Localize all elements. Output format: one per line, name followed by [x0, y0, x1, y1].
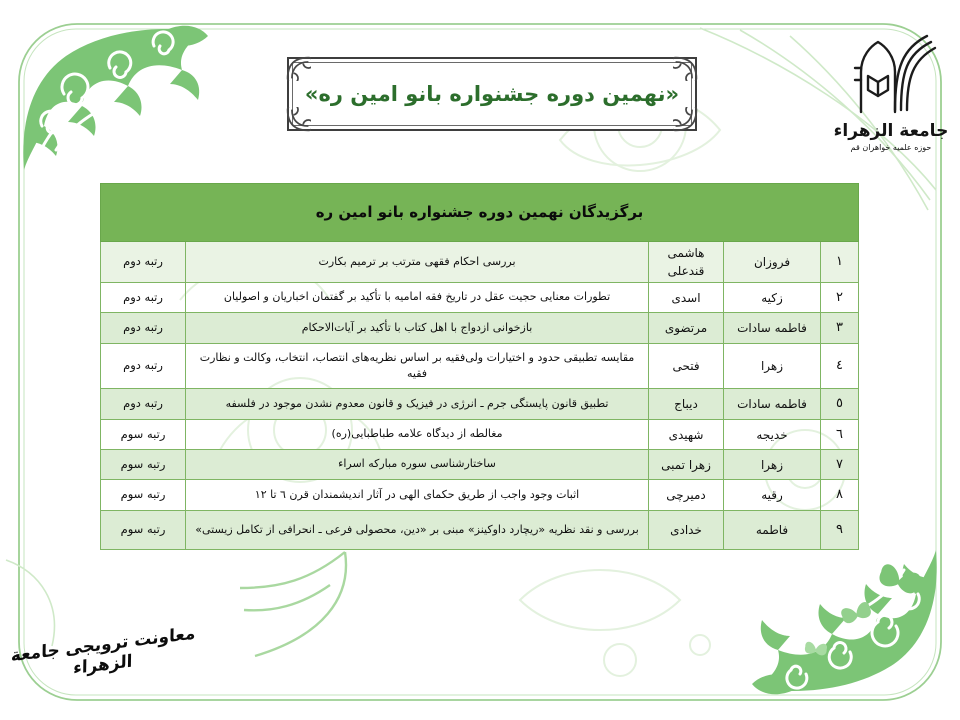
- row-number: ٨: [821, 480, 859, 511]
- topic-cell: اثبات وجود واجب از طریق حکمای الهی در آثار اندیشمندان قرن ٦ تا ١٢: [186, 480, 649, 511]
- topic-cell: تطورات معنایی حجیت عقل در تاریخ فقه امامیه با تأکید بر گفتمان اخباریان و اصولیان: [186, 283, 649, 313]
- plaque-corner-ornament-icon: [285, 55, 311, 81]
- table-row: [101, 480, 859, 511]
- last-name-cell: دیباج: [649, 389, 724, 420]
- table-row: [101, 283, 859, 313]
- last-name-cell: شهیدی: [649, 420, 724, 450]
- table-title: برگزیدگان نهمین دوره جشنواره بانو امین ره: [101, 184, 859, 242]
- title-plaque-inner: [292, 62, 692, 126]
- last-name-cell: دمیرچی: [649, 480, 724, 511]
- first-name-cell: رقیه: [724, 480, 821, 511]
- topic-cell: بررسی احکام فقهی مترتب بر ترمیم بکارت: [186, 242, 649, 283]
- rank-cell: رتبه سوم: [101, 511, 186, 550]
- last-name-cell: فتحی: [649, 344, 724, 389]
- last-name-cell: خدادی: [649, 511, 724, 550]
- table-row: [101, 511, 859, 550]
- jamiat-al-zahra-emblem-icon: [845, 32, 937, 116]
- topic-cell: بررسی و نقد نظریه «ریچارد داوکینز» مبنی بر «دین، محصولی فرعی ـ انحرافی از تکامل زیستی»: [186, 511, 649, 550]
- logo-name: جامعة الزهراء: [833, 121, 949, 141]
- row-number: ٦: [821, 420, 859, 450]
- last-name-cell: اسدی: [649, 283, 724, 313]
- first-name-cell: فاطمه: [724, 511, 821, 550]
- topic-cell: مغالطه از دیدگاه علامه طباطبایی(ره): [186, 420, 649, 450]
- logo-subtitle: حوزه علمیه خواهران قم: [850, 142, 932, 152]
- last-name-cell: زهرا تمبی: [649, 450, 724, 480]
- topic-cell: بازخوانی ازدواج با اهل کتاب با تأکید بر آیات‌الاحکام: [186, 313, 649, 344]
- winners-table: [100, 183, 858, 550]
- row-number: ٧: [821, 450, 859, 480]
- last-name-cell: هاشمی قندعلی: [649, 242, 724, 283]
- rank-cell: رتبه سوم: [101, 480, 186, 511]
- rank-cell: رتبه دوم: [101, 389, 186, 420]
- page-title: «نهمین دوره جشنواره بانو امین ره»: [304, 82, 680, 106]
- table-row: [101, 242, 859, 283]
- topic-cell: تطبیق قانون پایستگی جرم ـ انرژی در فیزیک و قانون معدوم نشدن موجود در فلسفه: [186, 389, 649, 420]
- topic-cell: ساختارشناسی سوره مبارکه اسراء: [186, 450, 649, 480]
- table-row: [101, 450, 859, 480]
- rank-cell: رتبه سوم: [101, 420, 186, 450]
- rank-cell: رتبه دوم: [101, 242, 186, 283]
- rank-cell: رتبه دوم: [101, 313, 186, 344]
- row-number: ٩: [821, 511, 859, 550]
- rank-cell: رتبه دوم: [101, 283, 186, 313]
- first-name-cell: زهرا: [724, 344, 821, 389]
- last-name-cell: مرتضوی: [649, 313, 724, 344]
- first-name-cell: فاطمه سادات: [724, 313, 821, 344]
- table-header-row: [101, 184, 859, 242]
- topic-cell: مقایسه تطبیقی حدود و اختیارات ولی‌فقیه بر اساس نظریه‌های انتصاب، انتخاب، وکالت و نظارت فقیه: [186, 344, 649, 389]
- table-row: [101, 344, 859, 389]
- jamiat-al-zahra-logo: [832, 32, 950, 152]
- table-row: [101, 420, 859, 450]
- plaque-corner-ornament-icon: [673, 55, 699, 81]
- row-number: ١: [821, 242, 859, 283]
- plaque-corner-ornament-icon: [673, 107, 699, 133]
- row-number: ٣: [821, 313, 859, 344]
- first-name-cell: زکیه: [724, 283, 821, 313]
- table-row: [101, 313, 859, 344]
- first-name-cell: فروزان: [724, 242, 821, 283]
- rank-cell: رتبه سوم: [101, 450, 186, 480]
- rank-cell: رتبه دوم: [101, 344, 186, 389]
- title-plaque: [287, 57, 697, 131]
- first-name-cell: فاطمه سادات: [724, 389, 821, 420]
- table-row: [101, 389, 859, 420]
- first-name-cell: خدیجه: [724, 420, 821, 450]
- signature-calligraphy: معاونت ترویجی جامعة الزهراء: [10, 623, 196, 679]
- row-number: ٢: [821, 283, 859, 313]
- first-name-cell: زهرا: [724, 450, 821, 480]
- row-number: ٥: [821, 389, 859, 420]
- row-number: ٤: [821, 344, 859, 389]
- plaque-corner-ornament-icon: [285, 107, 311, 133]
